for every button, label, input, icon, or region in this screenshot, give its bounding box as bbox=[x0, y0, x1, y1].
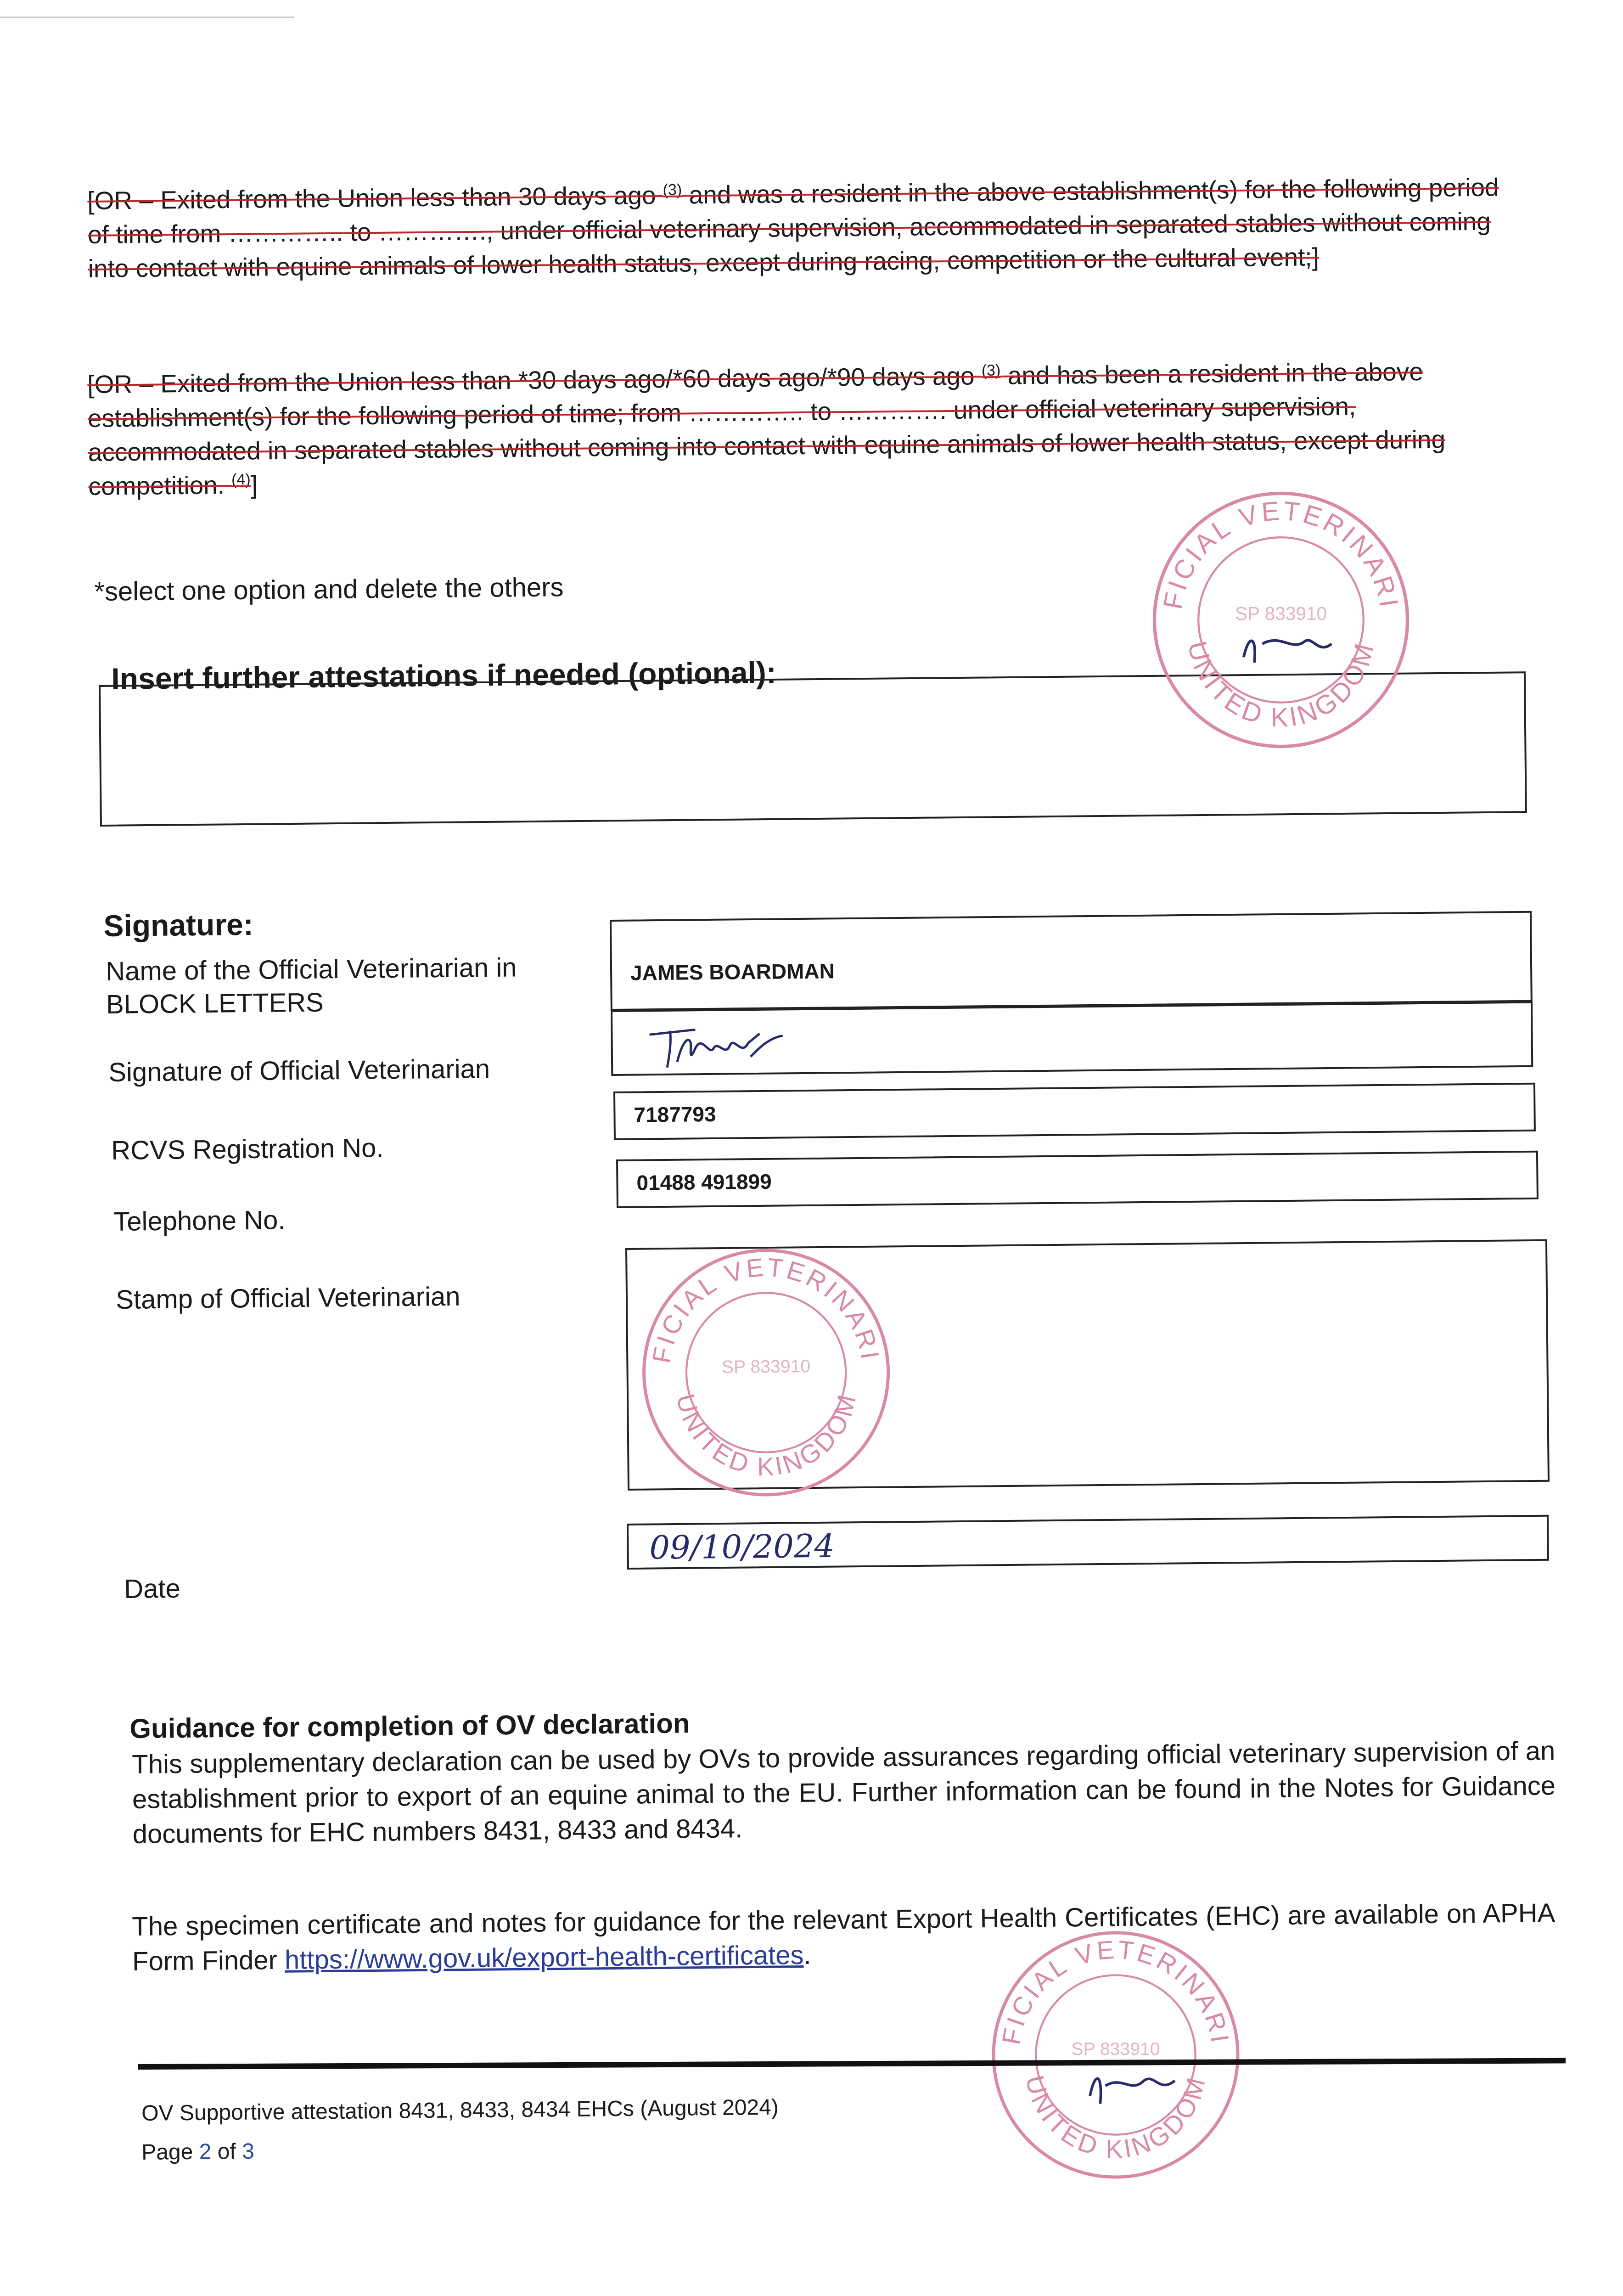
stamp-label: Stamp of Official Veterinarian bbox=[116, 1281, 461, 1315]
option2-text: [OR – Exited from the Union less than *30 days ago/*60 days ago/*90 days ago bbox=[87, 361, 982, 399]
telephone-value: 01488 491899 bbox=[636, 1169, 772, 1195]
of-word: of bbox=[211, 2139, 242, 2164]
svg-text:OFFICIAL VETERINARIAN: OFFICIAL VETERINARIAN bbox=[646, 1252, 886, 1366]
svg-text:SP 833910: SP 833910 bbox=[1071, 2039, 1160, 2059]
signature-label: Signature of Official Veterinarian bbox=[108, 1054, 490, 1087]
guidance-p2-text: The specimen certificate and notes for guidance for the relevant Export Health Certificates (EHC) are available on APHA Form Finder bbox=[132, 1898, 1556, 1976]
name-value: JAMES BOARDMAN bbox=[630, 959, 835, 985]
page-current: 2 bbox=[199, 2139, 212, 2164]
footnote-ref: (3) bbox=[981, 361, 1001, 379]
official-vet-stamp bbox=[636, 1243, 896, 1504]
date-value: 09/10/2024 bbox=[649, 1527, 835, 1567]
stamp-field[interactable] bbox=[625, 1239, 1550, 1491]
svg-text:OFFICIAL VETERINARIAN: FICIAL VETERINARI bbox=[996, 1935, 1235, 2047]
page-total: 3 bbox=[241, 2139, 255, 2164]
official-vet-stamp-top bbox=[1148, 487, 1414, 755]
page-word: Page bbox=[141, 2139, 199, 2165]
option-exited-30-days bbox=[87, 170, 1511, 286]
svg-text:UNITED KINGDOM: UNITED KINGDOM bbox=[1182, 638, 1381, 733]
option2-text-cont: and has been a resident in the above establishment(s) for the following period of time; from ………….. to …………. under official veterinary supervision, accommodated in separated stables without coming into contact with equine animals of lower health status, except during competition. bbox=[87, 357, 1446, 501]
svg-text:SP 833910: SP 833910 bbox=[1235, 603, 1327, 624]
footer-rule bbox=[138, 2058, 1566, 2070]
date-field[interactable] bbox=[627, 1515, 1549, 1570]
telephone-label: Telephone No. bbox=[113, 1205, 286, 1237]
signature-field[interactable] bbox=[611, 1002, 1533, 1076]
svg-text:UNITED KINGDOM: UNITED KINGDOM bbox=[671, 1389, 862, 1481]
signature-section-title: Signature: bbox=[103, 907, 254, 943]
option2-bracket: ] bbox=[250, 470, 258, 499]
name-field[interactable] bbox=[610, 911, 1533, 1011]
svg-text:SP 833910: SP 833910 bbox=[721, 1356, 811, 1377]
guidance-title: Guidance for completion of OV declaration bbox=[129, 1708, 690, 1744]
select-note: *select one option and delete the others bbox=[94, 572, 564, 607]
footnote-ref: (3) bbox=[663, 181, 682, 199]
top-rule bbox=[0, 17, 294, 18]
footnote-ref: (4) bbox=[231, 471, 251, 489]
ehc-link[interactable]: https://www.gov.uk/export-health-certificates bbox=[284, 1940, 804, 1975]
footer-page-number bbox=[141, 2139, 254, 2165]
handwritten-signature bbox=[645, 1015, 797, 1071]
name-label: Name of the Official Veterinarian in BLOCK LETTERS bbox=[106, 952, 517, 1019]
insert-attestations-title: Insert further attestations if needed (optional): bbox=[111, 655, 777, 696]
date-label: Date bbox=[124, 1573, 181, 1604]
guidance-p2-end: . bbox=[803, 1940, 811, 1970]
guidance-paragraph-2 bbox=[132, 1896, 1556, 1979]
guidance-paragraph-1: This supplementary declaration can be used by OVs to provide assurances regarding official veterinary supervision of an establishment prior to export of an equine animal to the EU. Further information can be found in the Notes for Guidance documents for EHC numbers 8431, 8433 and 8434. bbox=[132, 1736, 1556, 1849]
option1-text: [OR – Exited from the Union less than 30 days ago bbox=[87, 180, 663, 215]
svg-text:UNITED KINGDOM: UNITED KINGDOM bbox=[1020, 2072, 1212, 2164]
footer-doc-title: OV Supportive attestation 8431, 8433, 8434 EHCs (August 2024) bbox=[141, 2095, 779, 2126]
rcvs-value: 7187793 bbox=[634, 1102, 716, 1127]
svg-text:OFFICIAL VETERINARIAN: FICIAL VETERINARI bbox=[1157, 495, 1404, 612]
telephone-field[interactable] bbox=[616, 1151, 1539, 1208]
rcvs-field[interactable] bbox=[613, 1083, 1536, 1140]
option-exited-30-60-90-days bbox=[87, 354, 1512, 503]
rcvs-label: RCVS Registration No. bbox=[111, 1133, 384, 1165]
option1-text-cont: and was a resident in the above establishment(s) for the following period of time from ………….. to …………., under official veterinary supervision, accommodated in separated stables without coming into contact with equine animals of lower health status, except during racing, competition or the cultural event;] bbox=[87, 173, 1499, 283]
official-vet-stamp-bottom bbox=[987, 1926, 1244, 2186]
